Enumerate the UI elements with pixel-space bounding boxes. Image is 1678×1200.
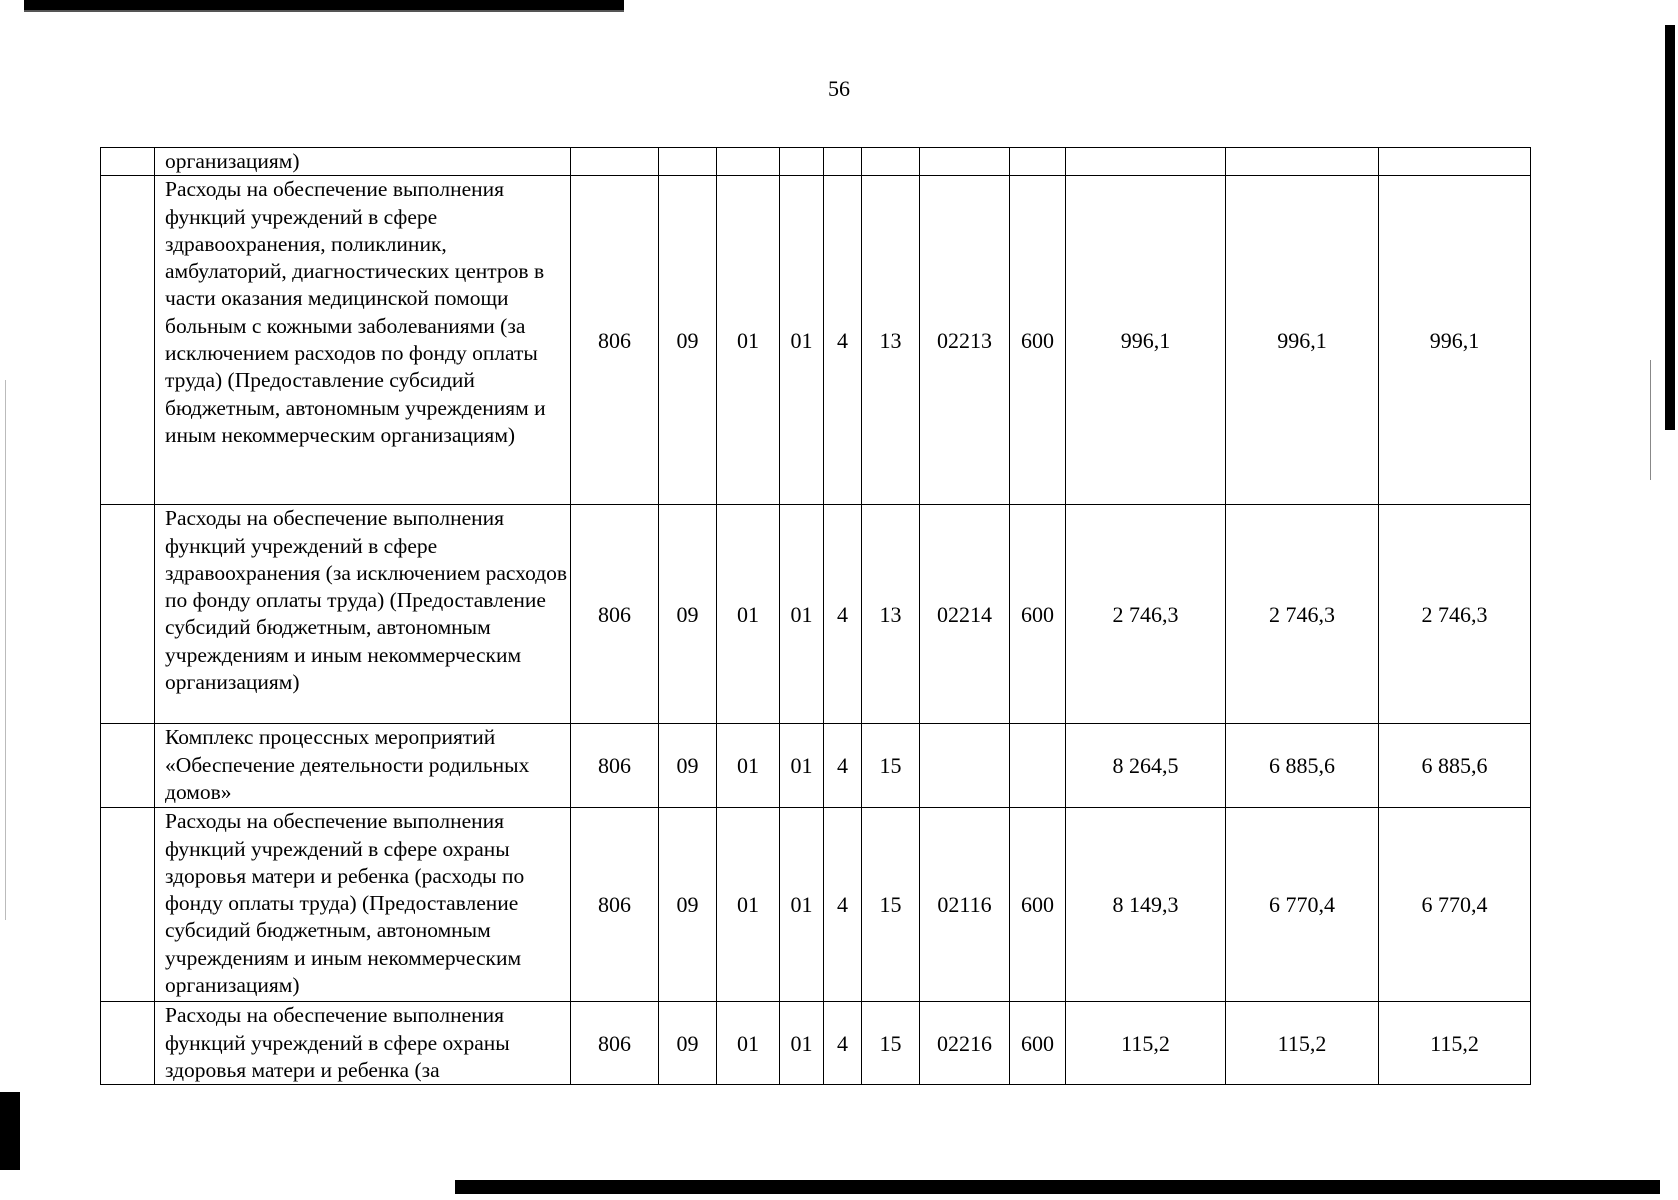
amount-year-3: 6 770,4: [1379, 808, 1531, 1002]
section-code: 09: [659, 176, 717, 505]
amount-year-3: 115,2: [1379, 1002, 1531, 1085]
amount-year-3: [1379, 148, 1531, 176]
program-code-4: 02116: [920, 808, 1010, 1002]
row-name: Расходы на обеспечение выполнения функций учреждений в сфере здравоохранения, поликлиник, амбулаторий, диагностических центров в части оказания медицинской помощи больным с кожными заболеваниями (за исключением расходов по фонду оплаты труда) (Предоставление субсидий бюджетным, автономным учреждениям и иным некоммерческим организациям): [155, 176, 571, 505]
row-name: Комплекс процессных мероприятий «Обеспечение деятельности родильных домов»: [155, 724, 571, 808]
program-code-1: 01: [780, 505, 824, 724]
ved-code: 806: [571, 808, 659, 1002]
amount-year-3: 2 746,3: [1379, 505, 1531, 724]
expense-type-code: 600: [1010, 1002, 1066, 1085]
program-code-2: [824, 148, 862, 176]
row-index-cell: [101, 1002, 155, 1085]
program-code-2: 4: [824, 724, 862, 808]
amount-year-1: 2 746,3: [1066, 505, 1226, 724]
expense-type-code: 600: [1010, 505, 1066, 724]
amount-year-2: 6 770,4: [1226, 808, 1379, 1002]
expense-type-code: [1010, 724, 1066, 808]
program-code-4: 02216: [920, 1002, 1010, 1085]
amount-year-1: [1066, 148, 1226, 176]
amount-year-1: 996,1: [1066, 176, 1226, 505]
scan-edge-right-thin: [1650, 360, 1651, 480]
program-code-1: 01: [780, 724, 824, 808]
amount-year-1: 8 149,3: [1066, 808, 1226, 1002]
program-code-4: 02214: [920, 505, 1010, 724]
ved-code: 806: [571, 176, 659, 505]
section-code: 09: [659, 724, 717, 808]
table-row: [101, 148, 1531, 176]
ved-code: 806: [571, 505, 659, 724]
program-code-4: [920, 724, 1010, 808]
subsection-code: 01: [717, 176, 780, 505]
expense-type-code: 600: [1010, 808, 1066, 1002]
row-index-cell: [101, 505, 155, 724]
expense-type-code: [1010, 148, 1066, 176]
row-index-cell: [101, 808, 155, 1002]
table-row: [101, 808, 1531, 1002]
program-code-3: 13: [862, 505, 920, 724]
amount-year-2: 115,2: [1226, 1002, 1379, 1085]
amount-year-2: 996,1: [1226, 176, 1379, 505]
ved-code: [571, 148, 659, 176]
scan-edge-top: [24, 0, 624, 10]
ved-code: 806: [571, 724, 659, 808]
row-name: Расходы на обеспечение выполнения функций учреждений в сфере охраны здоровья матери и ребенка (расходы по фонду оплаты труда) (Предоставление субсидий бюджетным, автономным учреждениям и иным некоммерческим организациям): [155, 808, 571, 1002]
ved-code: 806: [571, 1002, 659, 1085]
subsection-code: [717, 148, 780, 176]
program-code-3: 15: [862, 1002, 920, 1085]
program-code-4: [920, 148, 1010, 176]
program-code-2: 4: [824, 505, 862, 724]
program-code-3: 13: [862, 176, 920, 505]
program-code-1: [780, 148, 824, 176]
row-name: организациям): [155, 148, 571, 176]
amount-year-2: [1226, 148, 1379, 176]
amount-year-2: 2 746,3: [1226, 505, 1379, 724]
program-code-1: 01: [780, 176, 824, 505]
program-code-2: 4: [824, 808, 862, 1002]
section-code: [659, 148, 717, 176]
budget-table: [100, 147, 1531, 1085]
subsection-code: 01: [717, 808, 780, 1002]
section-code: 09: [659, 1002, 717, 1085]
program-code-2: 4: [824, 1002, 862, 1085]
scan-edge-bottom: [455, 1180, 1660, 1194]
amount-year-3: 996,1: [1379, 176, 1531, 505]
page-number: 56: [828, 76, 850, 101]
subsection-code: 01: [717, 505, 780, 724]
expense-type-code: 600: [1010, 176, 1066, 505]
subsection-code: 01: [717, 724, 780, 808]
program-code-1: 01: [780, 1002, 824, 1085]
subsection-code: 01: [717, 1002, 780, 1085]
program-code-3: 15: [862, 724, 920, 808]
table-row: [101, 1002, 1531, 1085]
table-row: [101, 724, 1531, 808]
scan-edge-left-thin: [5, 380, 6, 920]
amount-year-3: 6 885,6: [1379, 724, 1531, 808]
program-code-3: [862, 148, 920, 176]
amount-year-2: 6 885,6: [1226, 724, 1379, 808]
scan-edge-left: [0, 1092, 20, 1170]
program-code-2: 4: [824, 176, 862, 505]
table-row: [101, 176, 1531, 505]
scan-edge-top-thin: [24, 10, 624, 12]
section-code: 09: [659, 808, 717, 1002]
program-code-3: 15: [862, 808, 920, 1002]
row-index-cell: [101, 724, 155, 808]
row-name: Расходы на обеспечение выполнения функций учреждений в сфере охраны здоровья матери и ребенка (за: [155, 1002, 571, 1085]
section-code: 09: [659, 505, 717, 724]
row-index-cell: [101, 176, 155, 505]
amount-year-1: 8 264,5: [1066, 724, 1226, 808]
table-row: [101, 505, 1531, 724]
program-code-1: 01: [780, 808, 824, 1002]
amount-year-1: 115,2: [1066, 1002, 1226, 1085]
program-code-4: 02213: [920, 176, 1010, 505]
row-index-cell: [101, 148, 155, 176]
row-name: Расходы на обеспечение выполнения функций учреждений в сфере здравоохранения (за исключением расходов по фонду оплаты труда) (Предоставление субсидий бюджетным, автономным учреждениям и иным некоммерческим организациям): [155, 505, 571, 724]
